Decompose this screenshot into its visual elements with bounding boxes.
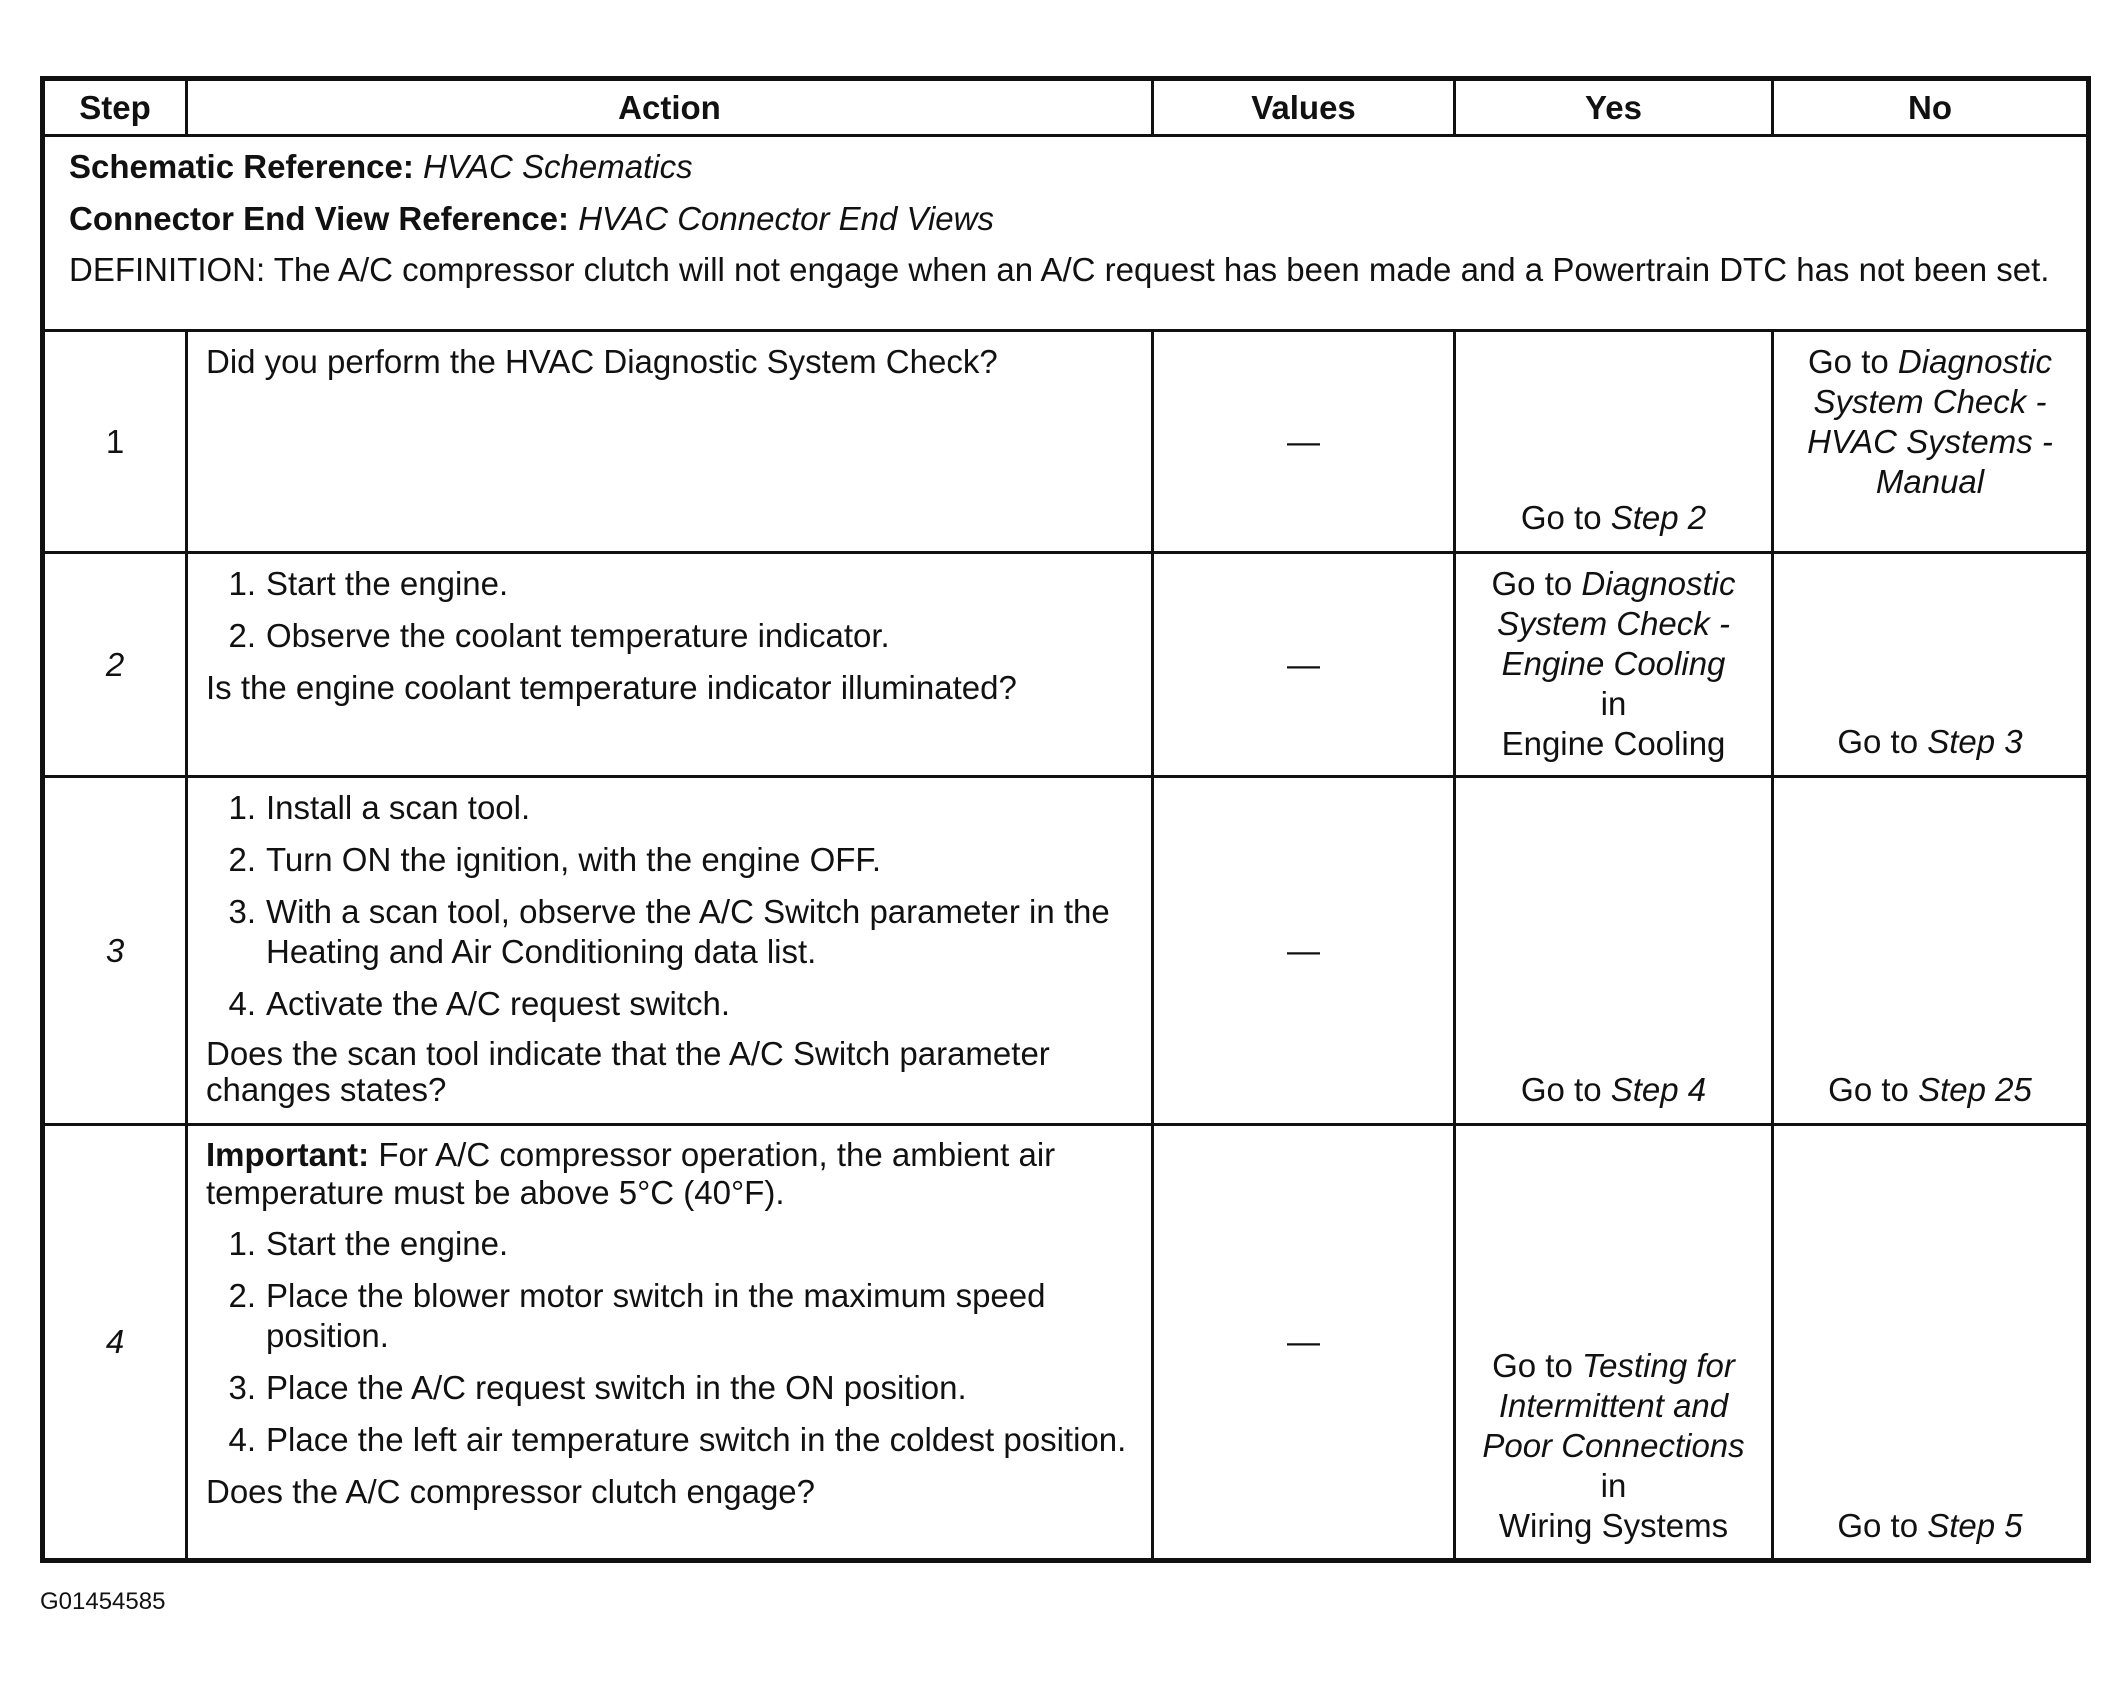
- goto-link[interactable]: Step 5: [1927, 1507, 2023, 1544]
- important-note: [206, 1136, 1131, 1212]
- no-goto[interactable]: [1780, 1506, 2080, 1546]
- yes-goto[interactable]: [1462, 1346, 1765, 1546]
- figure-id: G01454585: [40, 1588, 166, 1615]
- goto-prefix: Go to: [1520, 499, 1602, 536]
- yes-cell: [1455, 1125, 1773, 1561]
- yes-goto[interactable]: [1462, 498, 1765, 538]
- step-number: 1: [43, 331, 187, 553]
- action-steps: [206, 564, 1131, 656]
- goto-link[interactable]: Step 25: [1918, 1071, 2032, 1108]
- goto-prefix: Go to: [1837, 1507, 1919, 1544]
- values-cell: —: [1153, 331, 1455, 553]
- action-question: Did you perform the HVAC Diagnostic System Check?: [206, 343, 998, 380]
- yes-goto[interactable]: [1462, 564, 1765, 764]
- goto-prefix: Go to: [1837, 723, 1919, 760]
- no-cell: [1773, 1125, 2089, 1561]
- list-item: 1. Install a scan tool.: [228, 789, 531, 826]
- action-steps: [206, 788, 1131, 1024]
- important-text: For A/C compressor operation, the ambient air temperature must be above 5°C (40°F).: [206, 1136, 1056, 1211]
- connector-reference-link[interactable]: HVAC Connector End Views: [578, 200, 994, 237]
- list-item: 3. Place the A/C request switch in the ON position.: [228, 1369, 967, 1406]
- goto-link[interactable]: Testing for Intermittent and Poor Connections: [1482, 1347, 1745, 1464]
- table-row: [43, 1125, 2089, 1561]
- list-item: 2. Observe the coolant temperature indicator.: [228, 617, 890, 654]
- important-label: Important:: [206, 1136, 370, 1173]
- action-steps: [206, 1224, 1131, 1460]
- connector-reference-label: Connector End View Reference:: [69, 200, 570, 237]
- goto-link[interactable]: Step 3: [1927, 723, 2023, 760]
- values-cell: —: [1153, 1125, 1455, 1561]
- no-goto[interactable]: [1780, 342, 2080, 502]
- list-item: 2. Turn ON the ignition, with the engine OFF.: [228, 841, 882, 878]
- yes-cell: [1455, 777, 1773, 1125]
- action-cell: [187, 553, 1153, 777]
- definition-text: DEFINITION: The A/C compressor clutch will not engage when an A/C request has been made and a Powertrain DTC has not been set.: [69, 251, 2050, 288]
- header-yes: Yes: [1455, 79, 1773, 136]
- table-row: [43, 331, 2089, 553]
- list-item: 4. Activate the A/C request switch.: [228, 985, 731, 1022]
- action-question: Is the engine coolant temperature indicator illuminated?: [206, 669, 1017, 706]
- no-goto[interactable]: [1780, 722, 2080, 762]
- action-cell: [187, 1125, 1153, 1561]
- schematic-reference-link[interactable]: HVAC Schematics: [423, 148, 693, 185]
- goto-prefix: Go to: [1828, 1071, 1909, 1108]
- goto-link[interactable]: Step 4: [1610, 1071, 1707, 1108]
- goto-prefix: Go to: [1520, 1071, 1602, 1108]
- schematic-reference: [69, 147, 2066, 187]
- values-cell: —: [1153, 777, 1455, 1125]
- action-cell: [187, 331, 1153, 553]
- no-cell: [1773, 777, 2089, 1125]
- list-item: 3. With a scan tool, observe the A/C Switch parameter in the Heating and Air Conditioning data list.: [228, 893, 1110, 970]
- step-number: 4: [43, 1125, 187, 1561]
- yes-cell: [1455, 553, 1773, 777]
- list-item: 1. Start the engine.: [228, 1225, 509, 1262]
- goto-section: Engine Cooling: [1501, 725, 1726, 762]
- yes-cell: [1455, 331, 1773, 553]
- list-item: 4. Place the left air temperature switch in the coldest position.: [228, 1421, 1127, 1458]
- goto-prefix: Go to: [1491, 565, 1573, 602]
- no-cell: [1773, 553, 2089, 777]
- step-number: 3: [43, 777, 187, 1125]
- goto-in: in: [1600, 685, 1627, 722]
- table-row: [43, 777, 2089, 1125]
- table-row: [43, 553, 2089, 777]
- goto-link[interactable]: Step 2: [1610, 499, 1707, 536]
- header-action: Action: [187, 79, 1153, 136]
- connector-reference: [69, 199, 2066, 239]
- goto-prefix: Go to: [1492, 1347, 1573, 1384]
- header-values: Values: [1153, 79, 1455, 136]
- yes-goto[interactable]: [1462, 1070, 1765, 1110]
- reference-row: [43, 136, 2089, 331]
- action-question: Does the A/C compressor clutch engage?: [206, 1473, 816, 1510]
- goto-prefix: Go to: [1808, 343, 1889, 380]
- diagnostic-table: [40, 76, 2091, 1563]
- reference-cell: [43, 136, 2089, 331]
- list-item: 2. Place the blower motor switch in the maximum speed position.: [228, 1277, 1046, 1354]
- goto-section: Wiring Systems: [1498, 1507, 1729, 1544]
- no-goto[interactable]: [1780, 1070, 2080, 1110]
- header-row: [43, 79, 2089, 136]
- step-number: 2: [43, 553, 187, 777]
- action-cell: [187, 777, 1153, 1125]
- list-item: 1. Start the engine.: [228, 565, 509, 602]
- header-no: No: [1773, 79, 2089, 136]
- header-step: Step: [43, 79, 187, 136]
- goto-link[interactable]: Diagnostic System Check - HVAC Systems - Manual: [1807, 343, 2053, 500]
- action-question: Does the scan tool indicate that the A/C Switch parameter changes states?: [206, 1035, 1050, 1108]
- goto-link[interactable]: Diagnostic System Check - Engine Cooling: [1497, 565, 1736, 682]
- no-cell: [1773, 331, 2089, 553]
- goto-in: in: [1600, 1467, 1627, 1504]
- values-cell: —: [1153, 553, 1455, 777]
- schematic-reference-label: Schematic Reference:: [69, 148, 414, 185]
